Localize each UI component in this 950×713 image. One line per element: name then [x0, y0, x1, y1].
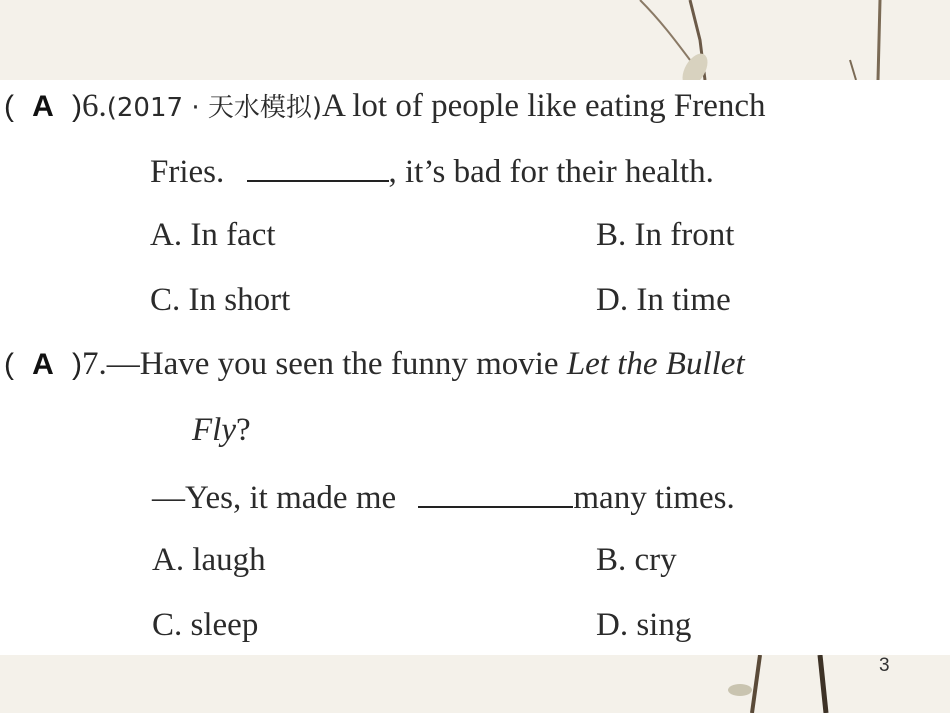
q6-stem-after: , it’s bad for their health.	[388, 154, 714, 190]
q7-movie-title-part1: Let the Bullet	[566, 346, 745, 382]
q7-reply-after: many times.	[573, 480, 735, 516]
q7-stem-line1: —Have you seen the funny movie	[106, 346, 559, 382]
q6-option-b: B. In front	[596, 217, 735, 253]
q6-paren-close: )	[72, 90, 82, 123]
q7-movie-title-part2: Fly	[192, 412, 236, 448]
q6-option-a: A. In fact	[150, 217, 276, 253]
q6-paren-open: (	[4, 90, 14, 123]
q6-stem-before: Fries.	[150, 154, 225, 190]
q6-line1	[4, 86, 766, 128]
q6-answer: A	[32, 90, 54, 123]
q7-option-d: D. sing	[596, 607, 692, 643]
q7-option-b: B. cry	[596, 542, 677, 578]
q7-question-mark: ?	[235, 412, 251, 448]
q7-line2	[192, 410, 251, 450]
q7-option-c: C. sleep	[152, 607, 259, 643]
q7-reply-before: —Yes, it made me	[152, 480, 397, 516]
q6-source: (2017 · 天水模拟)	[106, 93, 322, 123]
q7-paren-close: )	[72, 348, 82, 381]
page-number: 3	[879, 655, 890, 676]
q6-option-c: C. In short	[150, 282, 291, 318]
q7-number: 7.	[82, 346, 107, 382]
q6-option-d: D. In time	[596, 282, 731, 318]
q7-reply	[152, 476, 735, 518]
q6-stem-line1: A lot of people like eating French	[322, 88, 766, 124]
q7-blank	[418, 476, 573, 508]
q6-line2	[150, 150, 714, 192]
q6-number: 6.	[82, 88, 107, 124]
q7-answer: A	[32, 348, 54, 381]
q7-option-a: A. laugh	[152, 542, 266, 578]
q7-paren-open: (	[4, 348, 14, 381]
q7-line1	[4, 344, 745, 385]
q6-blank	[247, 150, 389, 182]
